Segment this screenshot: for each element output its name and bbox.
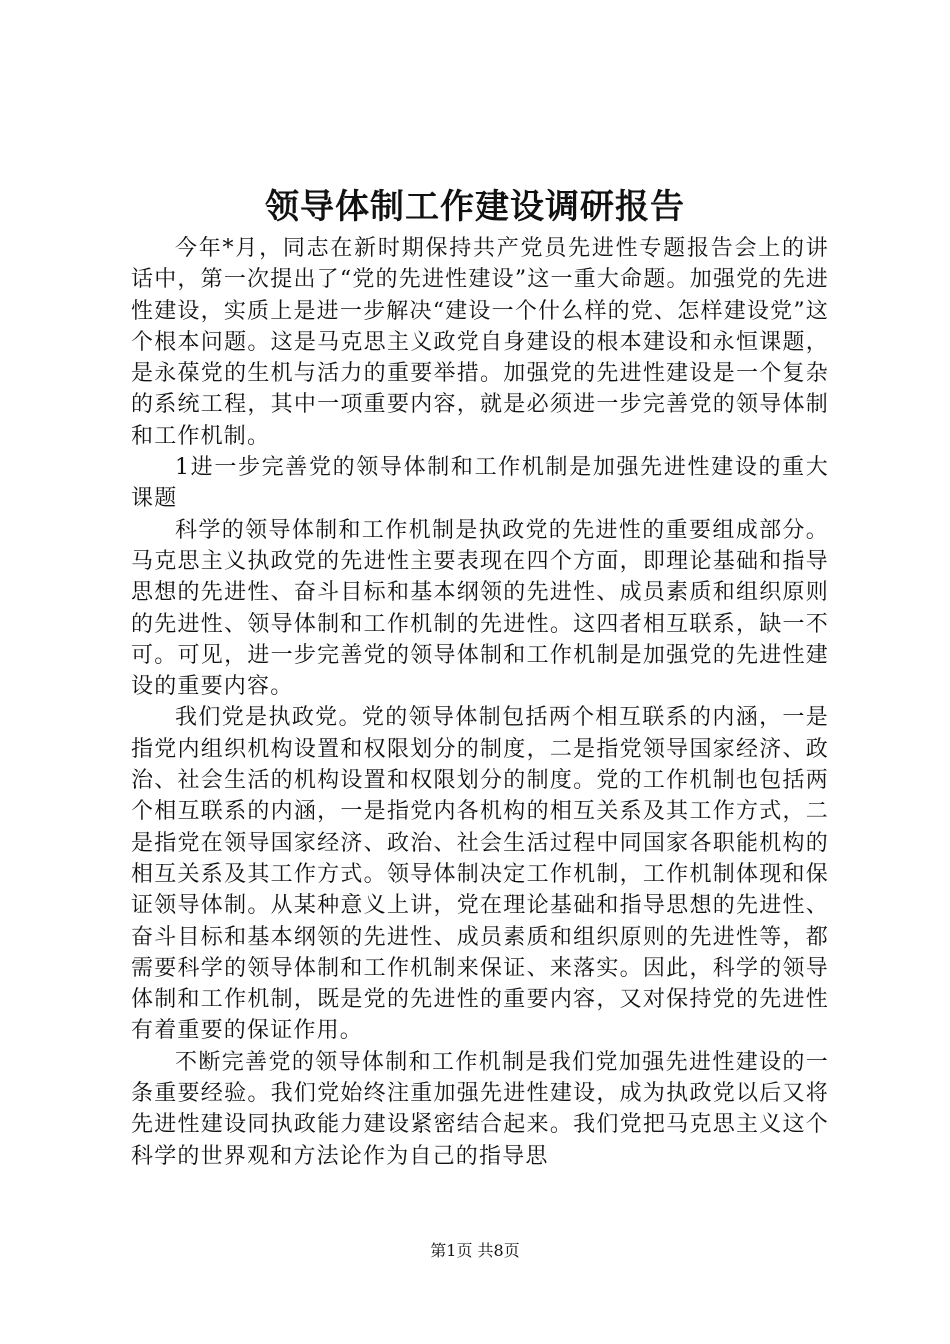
document-body — [131, 233, 829, 1172]
page-footer: 第1页 共8页 — [430, 1241, 520, 1260]
document-title: 领导体制工作建设调研报告 — [265, 187, 685, 227]
section-heading-1: 1进一步完善党的领导体制和工作机制是加强先进性建设的重大课题 — [131, 455, 829, 512]
paragraph-intro: 今年*月，同志在新时期保持共产党员先进性专题报告会上的讲话中，第一次提出了“党的先进性建设”这一重大命题。加强党的先进性建设，实质上是进一步解决“建设一个什么样的党、怎样建设党”这个根本问题。这是马克思主义政党自身建设的根本建设和永恒课题，是永葆党的生机与活力的重要举措。加强党的先进性建设是一个复杂的系统工程，其中一项重要内容，就是必须进一步完善党的领导体制和工作机制。 — [131, 236, 829, 449]
paragraph-ruling-party: 我们党是执政党。党的领导体制包括两个相互联系的内涵，一是指党内组织机构设置和权限划分的制度，二是指党领导国家经济、政治、社会生活的机构设置和权限划分的制度。党的工作机制也包括两个相互联系的内涵，一是指党内各机构的相互关系及其工作方式，二是指党在领导国家经济、政治、社会生活过程中同国家各职能机构的相互关系及其工作方式。领导体制决定工作机制，工作机制体现和保证领导体制。从某种意义上讲，党在理论基础和指导思想的先进性、奋斗目标和基本纲领的先进性、成员素质和组织原则的先进性等，都需要科学的领导体制和工作机制来保证、来落实。因此，科学的领导体制和工作机制，既是党的先进性的重要内容，又对保持党的先进性有着重要的保证作用。 — [131, 705, 829, 1044]
paragraph-experience: 不断完善党的领导体制和工作机制是我们党加强先进性建设的一条重要经验。我们党始终注重加强先进性建设，成为执政党以后又将先进性建设同执政能力建设紧密结合起来。我们党把马克思主义这个科学的世界观和方法论作为自己的指导思 — [131, 1049, 829, 1169]
paragraph-scientific-system: 科学的领导体制和工作机制是执政党的先进性的重要组成部分。马克思主义执政党的先进性主要表现在四个方面，即理论基础和指导思想的先进性、奋斗目标和基本纲领的先进性、成员素质和组织原则的先进性、领导体制和工作机制的先进性。这四者相互联系，缺一不可。可见，进一步完善党的领导体制和工作机制是加强党的先进性建设的重要内容。 — [131, 517, 829, 700]
